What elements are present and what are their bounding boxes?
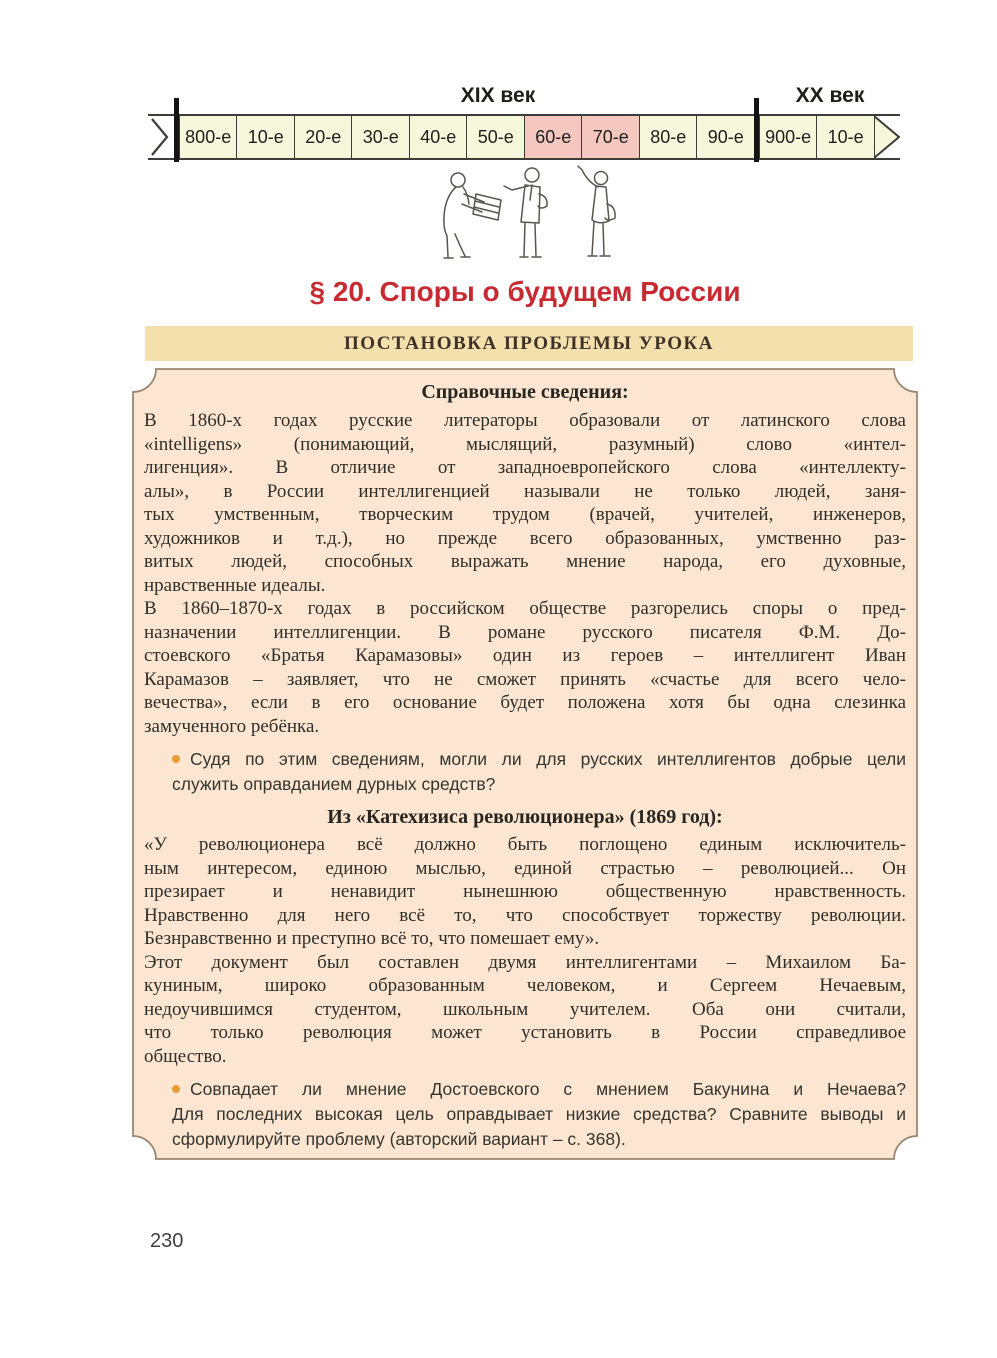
debaters-illustration <box>408 160 638 273</box>
box-heading-reference: Справочные сведения: <box>421 381 629 403</box>
century-boundary-bar <box>174 98 179 162</box>
timeline-cell: 90-е <box>696 116 754 158</box>
body-line: алы», в России интеллигенцией называли не только людей, заня- <box>144 480 906 502</box>
body-line: Этот документ был составлен двумя интеллигентами – Михаилом Ба- <box>144 951 906 973</box>
timeline-cell: 40-е <box>409 116 467 158</box>
body-line: Нравственно для него всё то, что способствует торжеству революции. <box>144 904 906 926</box>
body-line: «У революционера всё должно быть поглощено единым исключитель- <box>144 834 906 855</box>
bullet-icon <box>172 1085 180 1093</box>
timeline-era-labels <box>148 84 900 114</box>
paragraph-authors <box>144 951 906 1069</box>
left-chevron-icon <box>148 116 174 158</box>
question-line: Для последних высокая цель оправдывает низкие средства? Сравните выводы и <box>172 1104 906 1124</box>
body-line: что только революция может установить в России справедливое <box>144 1022 906 1043</box>
body-line: Карамазов – заявляет, что не сможет принять «счастье для всего чело- <box>144 668 906 690</box>
question-block-2 <box>144 1077 906 1152</box>
timeline-cell: 20-е <box>294 116 352 158</box>
paragraph-quote <box>144 833 906 951</box>
timeline-strip <box>148 114 900 160</box>
paragraph-disputes <box>144 597 906 738</box>
era-label-xix: XIX век <box>460 84 536 107</box>
body-line: тых умственным, творческим трудом (врачей, учителей, инженеров, <box>144 504 906 525</box>
body-line: В 1860-х годах русские литераторы образовали от латинского слова <box>144 410 906 431</box>
body-line: нравственные идеалы. <box>144 574 326 596</box>
box-heading-catechism: Из «Катехизиса революционера» (1869 год): <box>327 806 723 828</box>
timeline-cell: 10-е <box>816 116 874 158</box>
body-line: замученного ребёнка. <box>144 715 320 737</box>
paragraph-title: § 20. Споры о будущем России <box>309 276 741 307</box>
body-line: лигенция». В отличие от западноевропейского слова «интеллекту- <box>144 457 906 478</box>
body-line: ным интересом, единою мыслью, единой страстью – революцией... Он <box>144 857 906 879</box>
timeline <box>148 84 900 160</box>
paragraph-reference-info <box>144 409 906 597</box>
timeline-cell: 70-е <box>581 116 639 158</box>
body-line: куниным, широко образованным человеком, и Сергеем Нечаевым, <box>144 975 906 996</box>
body-line: презирает и ненавидит нынешнюю общественную нравственность. <box>144 881 906 902</box>
body-line: назначении интеллигенции. В романе русского писателя Ф.М. До- <box>144 621 906 643</box>
body-line: недоучившимся студентом, школьным учителем. Оба они считали, <box>144 998 906 1020</box>
problem-box-content <box>144 381 906 1156</box>
body-line: В 1860–1870-х годах в российском обществе разгорелись споры о пред- <box>144 598 906 619</box>
timeline-cell: 800-е <box>179 116 237 158</box>
right-arrow-icon <box>874 116 900 158</box>
page-number: 230 <box>150 1230 184 1252</box>
question-line: Судя по этим сведениям, могли ли для русских интеллигентов добрые цели <box>172 747 906 772</box>
question-line: сформулируйте проблему (авторский вариант – с. 368). <box>172 1129 626 1149</box>
question-line: служить оправданием дурных средств? <box>172 774 496 794</box>
body-line: Безнравственно и преступно всё то, что помешает ему». <box>144 928 600 949</box>
timeline-cell: 30-е <box>351 116 409 158</box>
section-banner: ПОСТАНОВКА ПРОБЛЕМЫ УРОКА <box>145 326 913 361</box>
century-boundary-bar <box>754 98 759 162</box>
timeline-cell: 900-е <box>759 116 817 158</box>
timeline-cell: 50-е <box>466 116 524 158</box>
question-block-1 <box>144 747 906 797</box>
timeline-cell: 10-е <box>236 116 294 158</box>
problem-box <box>132 368 918 1160</box>
timeline-cell: 80-е <box>639 116 697 158</box>
body-line: художников и т.д.), но прежде всего образованных, умственно раз- <box>144 527 906 549</box>
era-label-xx: XX век <box>795 84 865 107</box>
bullet-icon <box>172 755 180 763</box>
body-line: вечества», если в его основание будет положена хотя бы одна слезинка <box>144 692 906 713</box>
timeline-cell: 60-е <box>524 116 582 158</box>
question-line: Совпадает ли мнение Достоевского с мнением Бакунина и Нечаева? <box>172 1077 906 1102</box>
body-line: стоевского «Братья Карамазовы» один из героев – интеллигент Иван <box>144 645 906 666</box>
body-line: «intelligens» (понимающий, мыслящий, разумный) слово «интел- <box>144 433 906 455</box>
body-line: витых людей, способных выражать мнение народа, его духовные, <box>144 551 906 572</box>
body-line: общество. <box>144 1045 227 1067</box>
